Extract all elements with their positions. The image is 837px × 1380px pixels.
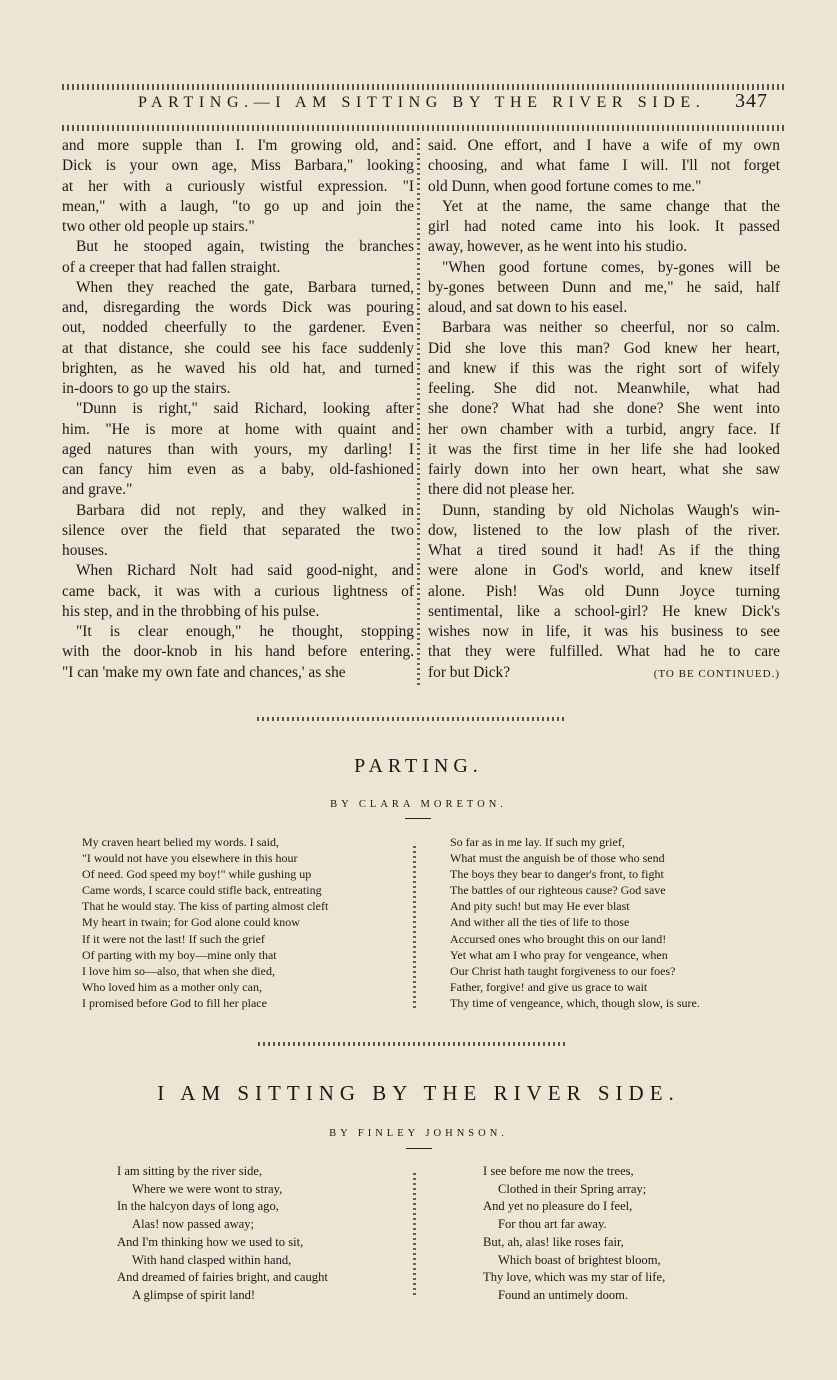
text-line: The boys they bear to danger's front, to fight	[450, 867, 664, 882]
text-line: there did not please her.	[428, 481, 575, 499]
header-top-rule	[62, 84, 784, 90]
text-line: away, however, as he went into his studio.	[428, 238, 688, 256]
text-line: silence over the field that separated the two	[62, 521, 414, 539]
section-divider-1	[257, 717, 565, 721]
text-line: fairly down into her own heart, what she saw	[428, 461, 780, 478]
text-line: What must the anguish be of those who send	[450, 851, 665, 866]
text-line: aloud, and sat down to his easel.	[428, 299, 628, 316]
text-line: Barbara was neither so cheerful, nor so calm.	[442, 319, 780, 337]
text-line: So far as in me lay. If such my grief,	[450, 835, 625, 849]
text-line: But, ah, alas! like roses fair,	[483, 1234, 624, 1249]
text-line: If it were not the last! If such the grief	[82, 931, 265, 946]
text-line: "When good fortune comes, by-gones will be	[442, 258, 780, 276]
text-line: aged natures than with yours, my darling! I	[62, 440, 414, 458]
poem1-separator	[413, 846, 416, 1008]
text-line: "Dunn is right," said Richard, looking after	[76, 400, 414, 418]
poem2-byline-rule	[406, 1148, 432, 1149]
text-line: For thou art far away.	[498, 1217, 607, 1232]
text-line: "I can 'make my own fate and chances,' as she	[62, 663, 346, 681]
page-number: 347	[735, 90, 768, 112]
text-line: out, nodded cheerfully to the gardener. Even	[62, 319, 414, 337]
text-line: by-gones between Dunn and me," he said, half	[428, 278, 780, 296]
text-line: dow, listened to the low plash of the river.	[428, 521, 780, 539]
text-line: old Dunn, when good fortune comes to me."	[428, 177, 702, 195]
poem2-left-stanza	[117, 1163, 397, 1305]
text-line: Dick is your own age, Miss Barbara," looking	[62, 157, 414, 175]
text-line: Barbara did not reply, and they walked in	[76, 501, 414, 519]
section-divider-2	[258, 1042, 568, 1046]
poem1-title: PARTING.	[354, 755, 483, 777]
text-line: Yet what am I who pray for vengeance, when	[450, 947, 668, 962]
text-line: and, disregarding the words Dick was pouring	[62, 299, 414, 316]
text-line: girl had noted came into his look. It passed	[428, 218, 780, 235]
text-line: Thy time of vengeance, which, though slow, is sure.	[450, 995, 700, 1010]
poem2-right-stanza	[483, 1163, 743, 1305]
text-line: alone. Pish! Was old Dunn Joyce turning	[428, 582, 780, 600]
text-line: wishes now in life, it was his business to see	[428, 623, 780, 640]
text-line: Accursed ones who brought this on our land!	[450, 931, 667, 946]
text-line: two other old people up stairs."	[62, 218, 255, 235]
text-line: Our Christ hath taught forgiveness to our foes?	[450, 963, 676, 978]
poem2-byline: BY FINLEY JOHNSON.	[329, 1128, 508, 1139]
text-line: can fancy him even as a baby, old-fashioned	[62, 461, 414, 478]
text-line: Dunn, standing by old Nicholas Waugh's win-	[442, 501, 780, 519]
text-line: Alas! now passed away;	[132, 1217, 255, 1232]
text-line: Which boast of brightest bloom,	[498, 1252, 661, 1267]
text-line: with the door-knob in his hand before entering.	[62, 643, 414, 661]
text-line: And pity such! but may He ever blast	[450, 899, 630, 914]
text-line: in-doors to go up the stairs.	[62, 380, 231, 397]
column-separator	[417, 138, 420, 686]
story-left-column	[62, 136, 414, 683]
text-line: and knew if this was the right sort of wifely	[428, 359, 780, 377]
text-line: said. One effort, and I have a wife of my own	[428, 137, 780, 154]
text-line: him. "He is more at home with quaint and	[62, 420, 414, 438]
poem2-separator	[413, 1173, 416, 1295]
text-line: That he would stay. The kiss of parting almost cleft	[82, 899, 329, 914]
text-line: houses.	[62, 542, 108, 559]
text-line: Where we were wont to stray,	[132, 1181, 283, 1196]
text-line: his step, and in the throbbing of his pulse.	[62, 602, 320, 620]
text-line: The battles of our righteous cause? God save	[450, 883, 666, 898]
text-line: she done? What had she done? She went into	[428, 400, 780, 418]
text-line: Father, forgive! and give us grace to wait	[450, 979, 648, 994]
text-line: When they reached the gate, Barbara turned,	[76, 278, 414, 296]
text-line: I see before me now the trees,	[483, 1164, 634, 1178]
text-line: at her with a curiously wistful expression. "I	[62, 177, 414, 195]
poem1-right-stanza	[450, 834, 750, 1011]
text-line: And dreamed of fairies bright, and caught	[117, 1270, 328, 1285]
story-right-column	[428, 136, 780, 683]
text-line: Of parting with my boy—mine only that	[82, 947, 277, 962]
text-line: Clothed in their Spring array;	[498, 1181, 647, 1196]
text-line: And I'm thinking how we used to sit,	[117, 1234, 304, 1249]
text-line: Of need. God speed my boy!" while gushing up	[82, 867, 312, 882]
text-line: that they were fulfilled. What had he to care	[428, 643, 780, 661]
text-line: I love him so—also, that when she died,	[82, 963, 275, 978]
text-line: and grave."	[62, 481, 133, 499]
text-line: Thy love, which was my star of life,	[483, 1270, 666, 1285]
text-line: sentimental, like a school-girl? He knew Dick's	[428, 602, 780, 620]
text-line: But he stooped again, twisting the branches	[76, 238, 414, 256]
text-line: Who loved him as a mother only can,	[82, 979, 262, 994]
text-line: came back, it was with a curious lightness of	[62, 582, 414, 600]
text-line: her own chamber with a turbid, angry face. If	[428, 420, 780, 438]
text-line: at that distance, she could see his face suddenly	[62, 339, 414, 357]
text-line: And yet no pleasure do I feel,	[483, 1199, 633, 1214]
text-line: With hand clasped within hand,	[132, 1252, 292, 1267]
text-line: feeling. She did not. Meanwhile, what had	[428, 380, 780, 397]
text-line: mean," with a laugh, "to go up and join the	[62, 197, 414, 215]
poem2-title: I AM SITTING BY THE RIVER SIDE.	[157, 1081, 680, 1105]
text-line: And wither all the ties of life to those	[450, 915, 630, 930]
text-line: were alone in God's world, and knew itself	[428, 562, 780, 580]
text-line: choosing, and what fame I will. I'll not forget	[428, 157, 780, 175]
poem1-left-stanza	[82, 834, 402, 1011]
text-line: brighten, as he waved his old hat, and turned	[62, 359, 414, 377]
text-line: it was the first time in her life she had looked	[428, 440, 780, 458]
text-line: I am sitting by the river side,	[117, 1164, 263, 1178]
text-line: Did she love this man? God knew her heart,	[428, 339, 780, 357]
text-line: A glimpse of spirit land!	[132, 1287, 256, 1302]
poem1-byline-rule	[405, 818, 431, 819]
text-line: "I would not have you elsewhere in this hour	[82, 851, 298, 866]
text-line: "It is clear enough," he thought, stopping	[76, 623, 414, 640]
text-line: What a tired sound it had! As if the thing	[428, 542, 780, 559]
text-line: When Richard Nolt had said good-night, and	[76, 562, 414, 580]
text-line: and more supple than I. I'm growing old, and	[62, 137, 414, 154]
text-line: Found an untimely doom.	[498, 1287, 629, 1302]
running-title: PARTING.—I AM SITTING BY THE RIVER SIDE.	[138, 94, 706, 111]
text-line: My heart in twain; for God alone could know	[82, 915, 300, 930]
text-line: I promised before God to fill her place	[82, 995, 267, 1010]
header-bottom-rule	[62, 125, 784, 131]
text-line: My craven heart belied my words. I said,	[82, 835, 279, 849]
text-line: for but Dick?	[428, 663, 511, 681]
poem1-byline: BY CLARA MORETON.	[330, 799, 507, 810]
to-be-continued: (TO BE CONTINUED.)	[653, 668, 780, 680]
text-line: Came words, I scarce could stifle back, entreating	[82, 883, 322, 898]
text-line: Yet at the name, the same change that the	[442, 197, 780, 215]
text-line: of a creeper that had fallen straight.	[62, 258, 281, 276]
text-line: In the halcyon days of long ago,	[117, 1199, 279, 1214]
